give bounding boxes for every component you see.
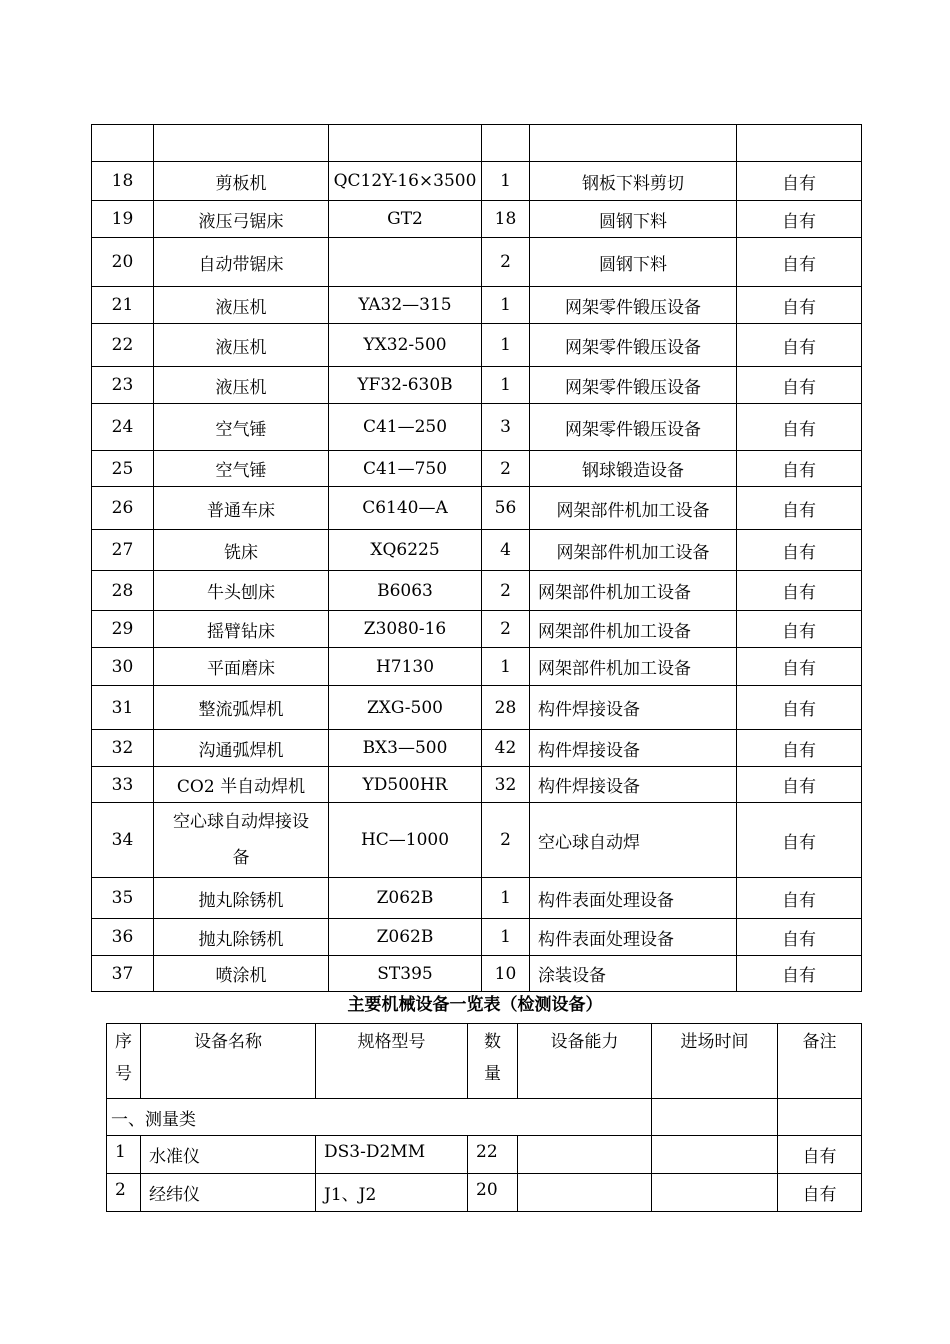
cell-name: 自动带锯床 — [154, 238, 329, 287]
cell-use: 网架部件机加工设备 — [530, 487, 737, 530]
cell-owner: 自有 — [737, 956, 862, 992]
cell-use: 构件焊接设备 — [530, 686, 737, 730]
cell-name: 普通车床 — [154, 487, 329, 530]
table-header-row — [107, 1024, 862, 1099]
cell-use — [530, 125, 737, 162]
cell-qty: 2 — [482, 238, 530, 287]
cell-owner: 自有 — [737, 404, 862, 451]
table-row — [92, 611, 862, 648]
cell-qty: 1 — [482, 648, 530, 686]
cell-qty: 1 — [482, 324, 530, 367]
cell-use: 涂装设备 — [530, 956, 737, 992]
cell-owner: 自有 — [737, 201, 862, 238]
table-row — [92, 324, 862, 367]
cell-qty: 1 — [482, 878, 530, 919]
section-empty-cell — [778, 1099, 862, 1136]
header-qty-line1: 数 — [484, 1032, 501, 1052]
cell-name — [154, 803, 329, 878]
cell-name: 液压机 — [154, 324, 329, 367]
cell-qty: 2 — [482, 611, 530, 648]
cell-name: 液压机 — [154, 287, 329, 324]
cell-qty: 42 — [482, 730, 530, 767]
cell-name: 铣床 — [154, 530, 329, 571]
cell-model: QC12Y-16×3500 — [329, 162, 482, 201]
table-row — [92, 367, 862, 404]
header-qty-line2: 量 — [484, 1064, 501, 1084]
table-row — [92, 162, 862, 201]
cell-use: 网架零件锻压设备 — [530, 287, 737, 324]
cell-model: YA32—315 — [329, 287, 482, 324]
section-row — [107, 1099, 862, 1136]
cell-name: 剪板机 — [154, 162, 329, 201]
cell-model: HC—1000 — [329, 803, 482, 878]
cell-owner: 自有 — [737, 767, 862, 803]
cell-model: XQ6225 — [329, 530, 482, 571]
cell-owner: 自有 — [737, 451, 862, 487]
header-model: 规格型号 — [316, 1024, 468, 1099]
cell-use: 网架部件机加工设备 — [530, 571, 737, 611]
cell-no: 32 — [92, 730, 154, 767]
header-no-line1: 序 — [115, 1032, 132, 1052]
cell-owner: 自有 — [737, 487, 862, 530]
cell-no: 18 — [92, 162, 154, 201]
cell-use: 构件焊接设备 — [530, 730, 737, 767]
cell-name: 抛丸除锈机 — [154, 878, 329, 919]
cell-qty: 32 — [482, 767, 530, 803]
cell-use: 网架零件锻压设备 — [530, 324, 737, 367]
table-row — [92, 730, 862, 767]
cell-no: 2 — [107, 1174, 141, 1212]
cell-owner: 自有 — [737, 648, 862, 686]
header-capability: 设备能力 — [518, 1024, 652, 1099]
table-row — [92, 803, 862, 878]
cell-name: 液压弓锯床 — [154, 201, 329, 238]
cell-no: 21 — [92, 287, 154, 324]
cell-entry-time — [652, 1174, 778, 1212]
cell-qty: 2 — [482, 803, 530, 878]
cell-capability — [518, 1136, 652, 1174]
cell-name: 空气锤 — [154, 451, 329, 487]
cell-no: 36 — [92, 919, 154, 956]
table-row — [107, 1136, 862, 1174]
cell-model: Z3080-16 — [329, 611, 482, 648]
cell-model — [329, 238, 482, 287]
cell-model: DS3-D2MM — [316, 1136, 468, 1174]
cell-qty: 22 — [468, 1136, 518, 1174]
cell-model: BX3—500 — [329, 730, 482, 767]
cell-qty: 1 — [482, 287, 530, 324]
cell-owner: 自有 — [737, 611, 862, 648]
cell-model — [329, 125, 482, 162]
header-entry-time: 进场时间 — [652, 1024, 778, 1099]
cell-no: 35 — [92, 878, 154, 919]
table-row — [92, 451, 862, 487]
section-label: 一、测量类 — [107, 1099, 652, 1136]
cell-no: 24 — [92, 404, 154, 451]
table-row — [92, 919, 862, 956]
table-row — [92, 287, 862, 324]
table-row — [107, 1174, 862, 1212]
table-row — [92, 238, 862, 287]
cell-no: 25 — [92, 451, 154, 487]
cell-owner: 自有 — [737, 287, 862, 324]
cell-name: 摇臂钻床 — [154, 611, 329, 648]
cell-no: 31 — [92, 686, 154, 730]
cell-entry-time — [652, 1136, 778, 1174]
cell-name: 牛头刨床 — [154, 571, 329, 611]
cell-no: 30 — [92, 648, 154, 686]
cell-use: 构件表面处理设备 — [530, 878, 737, 919]
cell-name: 抛丸除锈机 — [154, 919, 329, 956]
cell-no: 1 — [107, 1136, 141, 1174]
cell-model: C41—750 — [329, 451, 482, 487]
cell-no: 19 — [92, 201, 154, 238]
cell-owner: 自有 — [737, 367, 862, 404]
cell-owner: 自有 — [737, 162, 862, 201]
cell-model: YF32-630B — [329, 367, 482, 404]
inspection-table-title: 主要机械设备一览表（检测设备） — [347, 995, 603, 1015]
cell-use: 构件表面处理设备 — [530, 919, 737, 956]
cell-qty: 28 — [482, 686, 530, 730]
header-qty — [468, 1024, 518, 1099]
cell-qty: 1 — [482, 162, 530, 201]
cell-no: 28 — [92, 571, 154, 611]
cell-model: Z062B — [329, 878, 482, 919]
cell-owner: 自有 — [737, 686, 862, 730]
cell-model: J1、J2 — [316, 1174, 468, 1212]
cell-qty — [482, 125, 530, 162]
header-no — [107, 1024, 141, 1099]
cell-model: ST395 — [329, 956, 482, 992]
table-row — [92, 125, 862, 162]
cell-owner — [737, 125, 862, 162]
cell-name: 经纬仪 — [141, 1174, 316, 1212]
cell-name-line1: 空心球自动焊接设 — [173, 812, 309, 832]
header-remark: 备注 — [778, 1024, 862, 1099]
cell-owner: 自有 — [737, 878, 862, 919]
cell-no: 27 — [92, 530, 154, 571]
inspection-table — [106, 1023, 862, 1212]
cell-use: 构件焊接设备 — [530, 767, 737, 803]
cell-owner: 自有 — [737, 919, 862, 956]
cell-capability — [518, 1174, 652, 1212]
cell-name — [154, 125, 329, 162]
cell-no: 33 — [92, 767, 154, 803]
cell-qty: 18 — [482, 201, 530, 238]
cell-owner: 自有 — [737, 730, 862, 767]
cell-name: 水准仪 — [141, 1136, 316, 1174]
machine-table — [91, 124, 862, 992]
cell-use: 网架零件锻压设备 — [530, 367, 737, 404]
table-row — [92, 767, 862, 803]
cell-model: YX32-500 — [329, 324, 482, 367]
table-row — [92, 201, 862, 238]
cell-name: 整流弧焊机 — [154, 686, 329, 730]
cell-use: 圆钢下料 — [530, 238, 737, 287]
table-row — [92, 571, 862, 611]
cell-owner: 自有 — [737, 530, 862, 571]
section-empty-cell — [652, 1099, 778, 1136]
cell-use: 钢球锻造设备 — [530, 451, 737, 487]
table-row — [92, 878, 862, 919]
header-name: 设备名称 — [141, 1024, 316, 1099]
cell-qty: 4 — [482, 530, 530, 571]
cell-qty: 2 — [482, 571, 530, 611]
cell-model: C41—250 — [329, 404, 482, 451]
cell-qty: 1 — [482, 367, 530, 404]
cell-owner: 自有 — [737, 324, 862, 367]
cell-no: 37 — [92, 956, 154, 992]
cell-remark: 自有 — [778, 1174, 862, 1212]
cell-use: 网架部件机加工设备 — [530, 648, 737, 686]
table-row — [92, 487, 862, 530]
cell-use: 网架部件机加工设备 — [530, 530, 737, 571]
cell-model: B6063 — [329, 571, 482, 611]
cell-use: 网架零件锻压设备 — [530, 404, 737, 451]
cell-owner: 自有 — [737, 238, 862, 287]
cell-use: 钢板下料剪切 — [530, 162, 737, 201]
cell-name: 沟通弧焊机 — [154, 730, 329, 767]
cell-qty: 3 — [482, 404, 530, 451]
cell-name: 平面磨床 — [154, 648, 329, 686]
cell-no: 29 — [92, 611, 154, 648]
cell-remark: 自有 — [778, 1136, 862, 1174]
cell-name-line2: 备 — [232, 848, 250, 868]
cell-model: C6140—A — [329, 487, 482, 530]
cell-qty: 2 — [482, 451, 530, 487]
cell-model: H7130 — [329, 648, 482, 686]
cell-use: 圆钢下料 — [530, 201, 737, 238]
table-row — [92, 648, 862, 686]
cell-owner: 自有 — [737, 571, 862, 611]
cell-no: 23 — [92, 367, 154, 404]
cell-model: GT2 — [329, 201, 482, 238]
cell-no: 34 — [92, 803, 154, 878]
header-no-line2: 号 — [115, 1064, 132, 1084]
cell-name: CO2 半自动焊机 — [154, 767, 329, 803]
table-row — [92, 686, 862, 730]
cell-no — [92, 125, 154, 162]
table-row — [92, 956, 862, 992]
cell-no: 20 — [92, 238, 154, 287]
cell-name: 空气锤 — [154, 404, 329, 451]
cell-model: YD500HR — [329, 767, 482, 803]
cell-qty: 20 — [468, 1174, 518, 1212]
table-row — [92, 404, 862, 451]
cell-no: 26 — [92, 487, 154, 530]
cell-no: 22 — [92, 324, 154, 367]
cell-owner: 自有 — [737, 803, 862, 878]
table-row — [92, 530, 862, 571]
cell-name: 液压机 — [154, 367, 329, 404]
cell-model: ZXG-500 — [329, 686, 482, 730]
cell-name: 喷涂机 — [154, 956, 329, 992]
cell-qty: 56 — [482, 487, 530, 530]
cell-qty: 10 — [482, 956, 530, 992]
cell-qty: 1 — [482, 919, 530, 956]
cell-use: 网架部件机加工设备 — [530, 611, 737, 648]
cell-use: 空心球自动焊 — [530, 803, 737, 878]
cell-model: Z062B — [329, 919, 482, 956]
